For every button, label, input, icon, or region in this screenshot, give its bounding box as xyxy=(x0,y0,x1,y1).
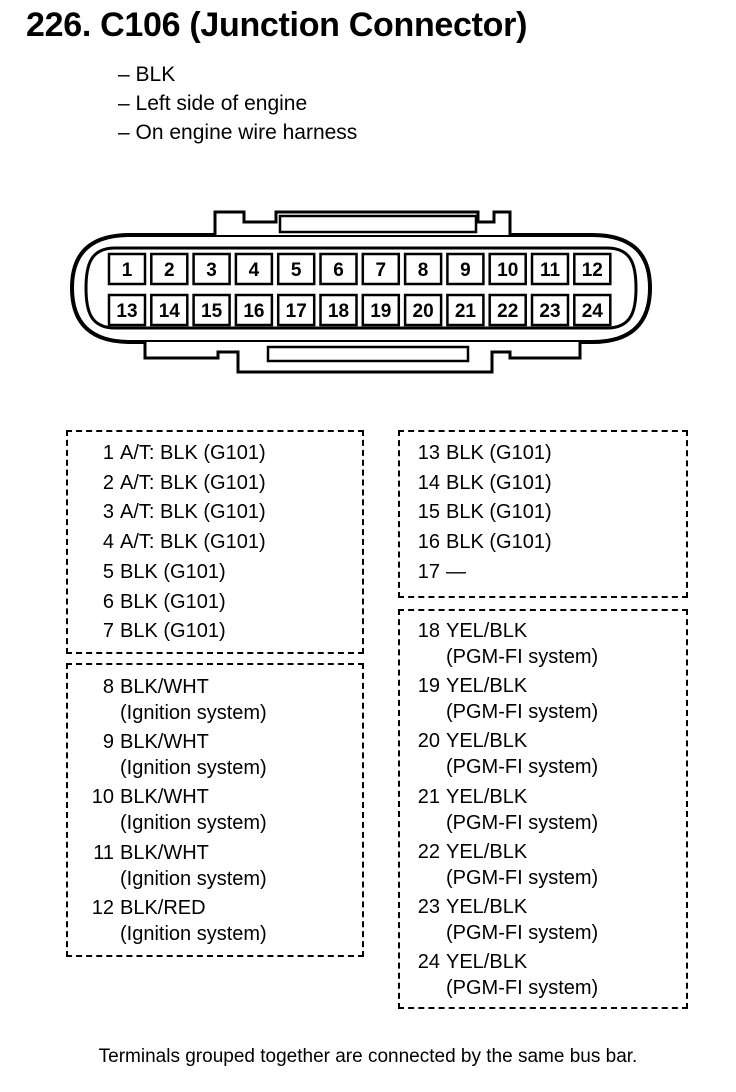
terminal-wire: A/T: BLK (G101) xyxy=(120,501,266,524)
terminal-number: 18 xyxy=(417,620,440,642)
connector-pin-label: 4 xyxy=(248,260,260,281)
terminal-circuit: (PGM-FI system) xyxy=(446,646,599,668)
terminal-number: 8 xyxy=(102,676,114,698)
terminal-circuit: (Ignition system) xyxy=(120,702,267,724)
terminal-wire: A/T: BLK (G101) xyxy=(120,471,266,494)
connector-pin-label: 10 xyxy=(497,260,519,281)
connector-pin-label: 6 xyxy=(333,260,344,281)
terminal-number: 13 xyxy=(417,442,440,464)
terminal-group-1 xyxy=(66,430,364,654)
connector-pin-label: 8 xyxy=(417,260,429,281)
connector-pin-label: 12 xyxy=(581,260,603,281)
terminal-circuit: (Ignition system) xyxy=(120,757,267,780)
connector-pin-label: 9 xyxy=(460,260,471,281)
terminal-wire: BLK (G101) xyxy=(120,620,226,643)
connector-pin-label: 5 xyxy=(290,260,302,281)
terminal-wire: YEL/BLK xyxy=(446,620,528,642)
terminal-wire: YEL/BLK xyxy=(446,896,528,918)
page-title: 226. C106 (Junction Connector) xyxy=(26,6,528,44)
terminal-number: 16 xyxy=(417,531,440,554)
terminal-wire: YEL/BLK xyxy=(446,840,528,863)
terminal-wire: YEL/BLK xyxy=(446,675,528,698)
terminal-number: 5 xyxy=(102,560,114,583)
terminal-number: 10 xyxy=(91,786,114,809)
terminal-circuit: (PGM-FI system) xyxy=(446,701,599,724)
terminal-number: 20 xyxy=(417,730,440,753)
terminal-number: 1 xyxy=(102,442,114,464)
terminal-circuit: (Ignition system) xyxy=(120,922,267,945)
terminal-circuit: (PGM-FI system) xyxy=(446,922,599,944)
connector-pin-label: 11 xyxy=(539,260,561,281)
connector-pin-label: 20 xyxy=(412,301,434,322)
terminal-wire: BLK/RED xyxy=(120,896,206,919)
terminal-number: 21 xyxy=(417,785,440,808)
terminal-circuit: (Ignition system) xyxy=(120,812,267,835)
terminal-wire: A/T: BLK (G101) xyxy=(120,531,266,554)
connector-pin-label: 14 xyxy=(158,301,180,322)
connector-pin-label: 7 xyxy=(375,260,387,281)
terminal-number: 14 xyxy=(417,471,440,494)
footer-note: Terminals grouped together are connected by the same bus bar. xyxy=(98,1046,638,1067)
terminal-number: 6 xyxy=(102,590,114,613)
terminal-wire: BLK/WHT xyxy=(120,731,209,754)
connector-pin-label: 23 xyxy=(539,301,561,322)
terminal-group-2 xyxy=(66,663,364,957)
terminal-number: 22 xyxy=(417,840,440,863)
terminal-number: 19 xyxy=(417,675,440,698)
connector-pin-label: 15 xyxy=(201,301,223,322)
connector-pin-label: 2 xyxy=(164,260,175,281)
terminal-wire: BLK (G101) xyxy=(446,471,552,494)
connector-pin-label: 24 xyxy=(581,301,603,322)
note-harness: – On engine wire harness xyxy=(118,121,358,144)
connector-pin-label: 18 xyxy=(327,301,350,322)
terminal-number: 2 xyxy=(102,471,114,494)
terminal-number: 4 xyxy=(102,531,114,554)
terminal-wire: BLK (G101) xyxy=(446,442,552,464)
connector-pin-label: 1 xyxy=(121,260,133,281)
terminal-circuit: (PGM-FI system) xyxy=(446,811,599,834)
terminal-wire: BLK (G101) xyxy=(120,560,226,583)
connector-pin-label: 22 xyxy=(497,301,519,322)
terminal-wire: BLK (G101) xyxy=(120,590,226,613)
terminal-number: 24 xyxy=(417,951,440,974)
connector-pin-label: 17 xyxy=(285,301,307,322)
connector-pin-label: 13 xyxy=(116,301,138,322)
connector-pin-label: 21 xyxy=(454,301,476,322)
terminal-wire: YEL/BLK xyxy=(446,785,528,808)
terminal-wire: YEL/BLK xyxy=(446,730,528,753)
connector-pin-label: 3 xyxy=(206,260,217,281)
terminal-group-4 xyxy=(398,609,688,1009)
terminal-number: 12 xyxy=(91,896,114,919)
terminal-circuit: (PGM-FI system) xyxy=(446,756,599,779)
terminal-wire: BLK/WHT xyxy=(120,676,209,698)
terminal-number: 15 xyxy=(417,501,440,524)
terminal-wire: BLK (G101) xyxy=(446,501,552,524)
terminal-wire: BLK (G101) xyxy=(446,531,552,554)
connector-pin-label: 16 xyxy=(243,301,265,322)
note-location: – Left side of engine xyxy=(118,92,308,115)
terminal-circuit: (Ignition system) xyxy=(120,867,267,890)
terminal-wire: — xyxy=(446,560,466,583)
connector-pin-label: 19 xyxy=(370,301,392,322)
terminal-circuit: (PGM-FI system) xyxy=(446,866,599,889)
terminal-wire: BLK/WHT xyxy=(120,786,209,809)
terminal-wire: YEL/BLK xyxy=(446,951,528,974)
connector-diagram xyxy=(0,0,736,400)
terminal-number: 7 xyxy=(102,620,114,643)
terminal-number: 17 xyxy=(417,560,440,583)
terminal-number: 3 xyxy=(102,501,114,524)
terminal-wire: A/T: BLK (G101) xyxy=(120,442,266,464)
note-color: – BLK xyxy=(118,63,176,86)
terminal-wire: BLK/WHT xyxy=(120,841,209,864)
terminal-number: 9 xyxy=(102,731,114,754)
terminal-circuit: (PGM-FI system) xyxy=(446,977,599,1000)
terminal-number: 11 xyxy=(93,841,114,864)
terminal-group-3 xyxy=(398,430,688,598)
terminal-number: 23 xyxy=(417,896,440,918)
